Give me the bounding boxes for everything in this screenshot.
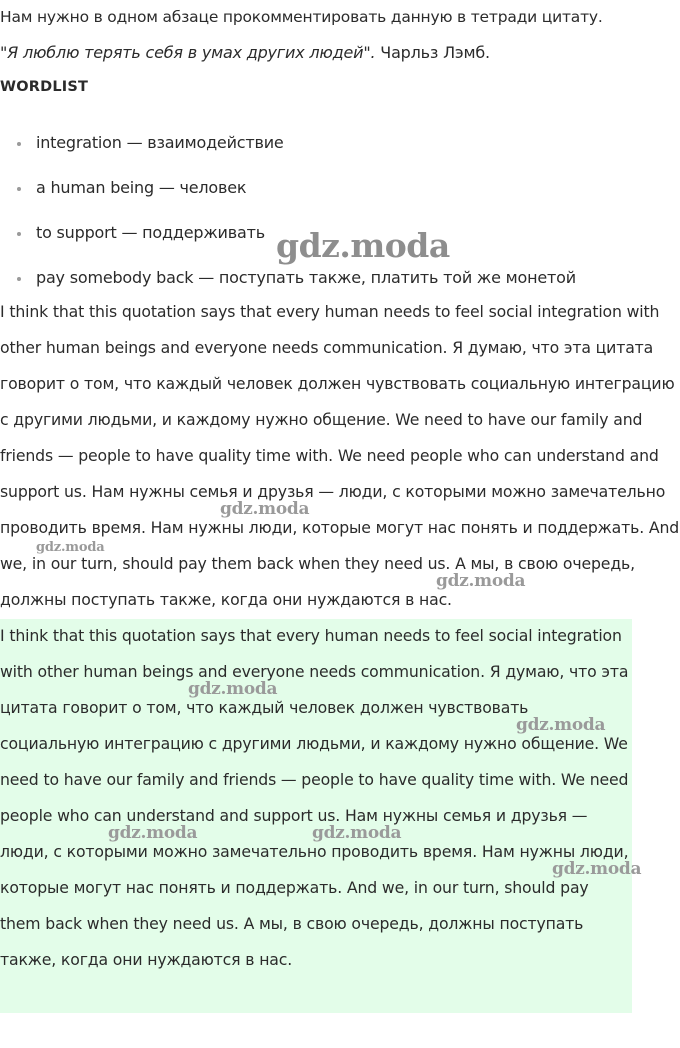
wordlist-item-text: a human being — человек xyxy=(36,178,247,197)
wordlist xyxy=(0,124,576,304)
watermark-logo: gdz.moda xyxy=(312,823,402,843)
bullet-icon xyxy=(17,142,21,146)
watermark-logo: gdz.moda xyxy=(108,823,198,843)
watermark-logo: gdz.moda xyxy=(36,540,105,555)
wordlist-item xyxy=(0,124,576,169)
watermark-logo: gdz.moda xyxy=(516,715,606,735)
watermark-logo: gdz.moda xyxy=(220,499,310,519)
watermark-logo: gdz.moda xyxy=(188,679,278,699)
wordlist-item-text: pay somebody back — поступать также, платить той же монетой xyxy=(36,268,576,287)
highlighted-answer-text: I think that this quotation says that every human needs to feel social integration with other human beings and everyone needs communication. Я думаю, что эта цитата говорит о том, что каждый человек должен чувствовать социальную интеграцию с другими людьми, и каждому нужно общение. We need to have our family and friends — people to have quality time with. We need people who can understand and support us. Нам нужны семья и друзья — люди, с которыми можно замечательно проводить время. Нам нужны люди, которые могут нас понять и поддержать. And we, in our turn, should pay them back when they need us. А мы, в свою очередь, должны поступать также, когда они нуждаются в нас. xyxy=(0,626,629,969)
intro-text: Нам нужно в одном абзаце прокомментировать данную в тетради цитату. xyxy=(0,8,603,26)
quote-text: "Я люблю терять себя в умах других людей". xyxy=(0,43,376,62)
watermark-logo: gdz.moda xyxy=(552,859,642,879)
bullet-icon xyxy=(17,187,21,191)
wordlist-item-text: to support — поддерживать xyxy=(36,223,265,242)
answer-text: I think that this quotation says that every human needs to feel social integration with other human beings and everyone needs communication. Я думаю, что эта цитата говорит о том, что каждый человек должен чувствовать социальную интеграцию с другими людьми, и каждому нужно общение. We need to have our family and friends — people to have quality time with. We need people who can understand and support us. Нам нужны семья и друзья — люди, с которыми можно замечательно проводить время. Нам нужны люди, которые могут нас понять и поддержать. And we, in our turn, should pay them back when they need us. А мы, в свою очередь, должны поступать также, когда они нуждаются в нас. xyxy=(0,302,680,609)
quote-line xyxy=(0,43,490,62)
bullet-icon xyxy=(17,277,21,281)
bullet-icon xyxy=(17,232,21,236)
wordlist-item xyxy=(0,169,576,214)
wordlist-title: WORDLIST xyxy=(0,79,89,95)
quote-author: Чарльз Лэмб. xyxy=(375,43,490,62)
watermark-logo: gdz.moda xyxy=(276,226,450,265)
wordlist-item-text: integration — взаимодействие xyxy=(36,133,284,152)
wordlist-item xyxy=(0,214,576,259)
watermark-logo: gdz.moda xyxy=(436,571,526,591)
